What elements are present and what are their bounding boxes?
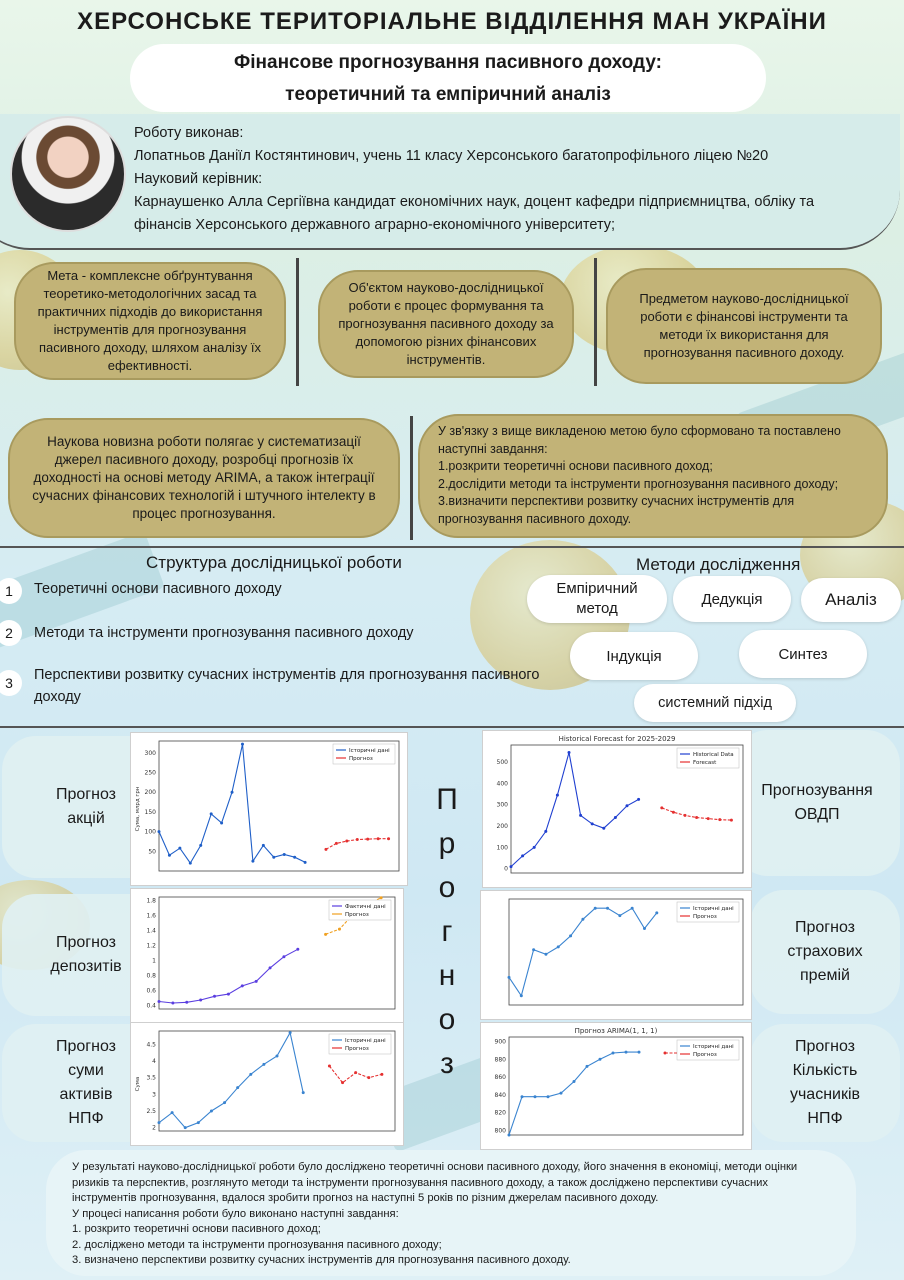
legend-label: Історичні дані [693,1044,734,1050]
data-point [672,811,675,814]
task-item: 1.розкрити теоретичні основи пасивного доход; [438,459,713,473]
aim-oval: Мета - комплексне обґрунтування теоретико-методологічних засад та практичних підходів до використання інструментів для прогнозування пасивного доходу, шляхом аналізу їх ефективності. [14,262,286,380]
author-name: Лопатньов Даніїл Костянтинович, учень 11 класу Херсонського багатопрофільного ліцею №20 [134,148,769,164]
data-point [637,798,640,801]
legend-label: Forecast [693,760,717,766]
data-point [380,896,383,899]
forecast-vertical-title [428,778,466,1086]
data-point [269,966,272,969]
tasks-intro: У зв'язку з вище викладеною метою було сформовано та поставлено наступні завдання: [438,424,841,456]
title-line-2: теоретичний та емпіричний аналіз [285,84,611,105]
data-point [199,999,202,1002]
title-pill [130,44,766,112]
structure-number: 3 [0,670,22,696]
label-text: Прогноз депозитів [50,934,122,975]
chart-insurance [480,890,752,1020]
legend-label: Фактичні дані [345,904,386,910]
data-point [655,911,658,914]
data-point [643,927,646,930]
title-letter: о [438,871,456,904]
data-point [185,1001,188,1004]
y-tick-label: 50 [148,848,156,856]
data-point [223,1101,226,1104]
data-point [532,948,535,951]
data-point [387,837,390,840]
y-tick-label: 0.4 [146,1002,156,1010]
y-axis-label: Сума, млрд грн [135,786,141,832]
author-info [134,122,894,237]
series-line [159,1033,303,1128]
data-point [560,1092,563,1095]
chart-deposits-svg [131,889,403,1023]
chart-npf-members-svg [481,1023,751,1149]
y-axis-label: Сума [135,1076,141,1092]
y-tick-label: 300 [144,749,156,757]
data-point [664,1052,667,1055]
data-point [626,804,629,807]
legend-label: Прогноз [345,912,369,918]
conclusion-panel [46,1150,856,1276]
divider [296,258,299,386]
y-tick-label: 100 [496,844,508,852]
y-tick-label: 900 [494,1038,506,1046]
y-tick-label: 300 [496,801,508,809]
y-tick-label: 860 [494,1074,506,1082]
y-tick-label: 200 [496,823,508,831]
data-point [213,995,216,998]
data-point [255,980,258,983]
y-tick-label: 1.8 [146,897,156,905]
series-line [511,753,639,867]
conclusion-line: У процесі написання роботи було виконано наступні завдання: [72,1207,399,1220]
data-point [324,848,327,851]
data-point [594,907,597,910]
y-tick-label: 880 [494,1056,506,1064]
data-point [521,854,524,857]
y-tick-label: 1.2 [146,942,156,950]
advisor-line-1: Карнаушенко Алла Сергіївна кандидат економічних наук, доцент кафедри підприємництва, обліку та [134,194,815,210]
y-tick-label: 250 [144,769,156,777]
data-point [199,844,202,847]
y-tick-label: 500 [496,759,508,767]
data-point [707,817,710,820]
method-deduction: Дедукція [673,576,791,622]
legend-label: Прогноз [349,756,373,762]
conclusion-line: інструментів прогнозування, вдалося зробити прогноз на наступні 5 років по різним джерелам пасивного доходу. [72,1192,659,1204]
data-point [614,816,617,819]
chart-ovdp-svg [483,731,751,887]
data-point [367,1076,370,1079]
section-divider [0,726,904,728]
label-text: Прогноз акцій [55,786,117,827]
title-line-1: Фінансове прогнозування пасивного доходу: [234,52,662,73]
label-ovdp [734,730,900,876]
y-tick-label: 3 [152,1091,156,1099]
novelty-oval: Наукова новизна роботи полягає у систематизації джерел пасивного доходу, розробці прогнозів їх доходності на основі методу ARIMA, а також інтеграції сучасних фінансових технологій і штучного інтелекту в процес прогнозування. [8,418,400,538]
data-point [556,794,559,797]
y-tick-label: 0 [504,865,508,873]
chart-title: Прогноз ARIMA(1, 1, 1) [574,1027,658,1035]
label-text: Прогноз страхових премій [787,919,863,984]
data-point [544,953,547,956]
tasks-oval [418,414,888,538]
divider [594,258,597,386]
data-point [241,743,244,746]
data-point [328,1065,331,1068]
data-point [262,844,265,847]
data-point [520,994,523,997]
data-point [573,1080,576,1083]
title-letter: р [438,827,456,860]
advisor-line-2: фінансів Херсонського державного аграрно-економічного університету; [134,217,616,233]
chart-insurance-svg [481,891,751,1019]
legend-label: Historical Data [693,752,734,758]
data-point [251,860,254,863]
y-tick-label: 100 [144,828,156,836]
data-point [272,856,275,859]
method-synthesis: Синтез [739,630,867,678]
data-point [171,1111,174,1114]
y-tick-label: 820 [494,1109,506,1117]
data-point [684,814,687,817]
y-tick-label: 4.5 [146,1041,156,1049]
data-point [354,1071,357,1074]
chart-npf-assets-svg [131,1023,403,1145]
data-point [534,1095,537,1098]
data-point [568,751,571,754]
series-line [329,1066,382,1083]
data-point [341,1081,344,1084]
title-letter: з [440,1047,454,1080]
data-point [521,1095,524,1098]
structure-item-2: Методи та інструменти прогнозування пасивного доходу [34,625,414,641]
data-point [579,814,582,817]
data-point [612,1052,615,1055]
y-tick-label: 840 [494,1091,506,1099]
chart-deposits [130,888,404,1024]
data-point [158,1000,161,1003]
y-tick-label: 1.4 [146,927,156,935]
data-point [345,840,348,843]
data-point [547,1095,550,1098]
y-tick-label: 800 [494,1127,506,1135]
conclusion-line: У результаті науково-дослідницької роботи було досліджено теоретичні основи пасивного доходу, його значення в економіці, методи оцінки [72,1161,798,1173]
method-system-approach: системний підхід [634,684,796,722]
data-point [599,1058,602,1061]
legend-label: Прогноз [693,1052,717,1058]
data-point [508,1134,511,1137]
data-point [236,1086,239,1089]
label-text: Прогноз Кількість учасників НПФ [789,1038,861,1127]
y-tick-label: 2 [152,1124,156,1132]
data-point [338,928,341,931]
chart-title: Historical Forecast for 2025-2029 [558,735,676,743]
structure-heading: Структура дослідницької роботи [146,553,402,572]
chart-stocks-svg [131,733,407,885]
data-point [718,818,721,821]
data-point [602,827,605,830]
conclusion-item: 3. визначено перспективи розвитку сучасних інструментів для прогнозування пасивного доходу. [72,1254,571,1266]
chart-stocks [130,732,408,886]
data-point [241,984,244,987]
data-point [508,976,511,979]
title-letter: о [438,1003,456,1036]
data-point [631,907,634,910]
data-point [184,1126,187,1129]
organization-title: ХЕРСОНСЬКЕ ТЕРИТОРІАЛЬНЕ ВІДДІЛЕННЯ МАН УКРАЇНИ [77,8,827,35]
data-point [289,1031,292,1034]
data-point [171,1002,174,1005]
data-point [324,933,327,936]
data-point [283,853,286,856]
method-empirical: Емпіричний метод [527,575,667,623]
title-letter: П [436,783,458,816]
data-point [178,847,181,850]
data-point [544,830,547,833]
subject-oval: Предметом науково-дослідницької роботи є фінансові інструменти та методи їх використання для прогнозування пасивного доходу. [606,268,882,384]
conclusion-item: 2. досліджено методи та інструменти прогнозування пасивного доходу; [72,1238,442,1251]
y-tick-label: 0.6 [146,987,156,995]
method-analysis: Аналіз [801,578,901,622]
data-point [231,791,234,794]
structure-number: 1 [0,578,22,604]
label-insurance [750,890,900,1014]
methods-heading: Методи дослідження [636,555,801,574]
data-point [276,1055,279,1058]
data-point [335,842,338,845]
object-oval: Об'єктом науково-дослідницької роботи є процес формування та прогнозування пасивного доходу за допомогою різних фінансових інструментів. [318,270,574,378]
advisor-label: Науковий керівник: [134,171,263,187]
data-point [304,861,307,864]
conclusion-item: 1. розкрито теоретичні основи пасивного доход; [72,1223,321,1235]
title-letter: г [441,915,453,948]
data-point [296,948,299,951]
y-tick-label: 0.8 [146,972,156,980]
legend-label: Прогноз [345,1046,369,1052]
data-point [606,907,609,910]
data-point [557,945,560,948]
y-tick-label: 150 [144,808,156,816]
data-point [638,1051,641,1054]
section-divider [0,546,904,548]
data-point [581,918,584,921]
author-label: Роботу виконав: [134,125,244,141]
structure-number: 2 [0,620,22,646]
series-line [509,1052,639,1135]
y-tick-label: 400 [496,780,508,788]
data-point [302,1091,305,1094]
series-line [159,744,305,863]
data-point [189,862,192,865]
y-tick-label: 3.5 [146,1074,156,1082]
y-tick-label: 200 [144,789,156,797]
data-point [262,1063,265,1066]
y-tick-label: 1.6 [146,912,156,920]
conclusion-line: ризиків та перспектив, розглянуто методи та інструменти прогнозування пасивного доходу, а також досліджено перспективи сучасних [72,1176,768,1189]
data-point [356,838,359,841]
legend-label: Історичні дані [693,906,734,912]
data-point [730,819,733,822]
divider [410,416,413,540]
data-point [377,837,380,840]
data-point [380,1073,383,1076]
data-point [510,865,513,868]
chart-ovdp [482,730,752,888]
data-point [586,1065,589,1068]
data-point [168,854,171,857]
y-tick-label: 2.5 [146,1108,156,1115]
data-point [227,993,230,996]
data-point [591,822,594,825]
method-induction: Індукція [570,632,698,680]
data-point [249,1073,252,1076]
label-npf-members [750,1024,900,1142]
legend-label: Прогноз [693,914,717,920]
data-point [220,821,223,824]
legend-label: Історичні дані [345,1038,386,1044]
title-letter: н [438,959,456,992]
data-point [569,934,572,937]
data-point [282,955,285,958]
task-item: 3.визначити перспективи розвитку сучасних інструментів для прогнозування пасивного доходу. [438,494,795,526]
data-point [695,816,698,819]
label-text: Прогнозування ОВДП [761,782,873,823]
chart-npf-assets [130,1022,404,1146]
y-tick-label: 4 [152,1058,156,1065]
structure-item-3: Перспективи розвитку сучасних інструментів для прогнозування пасивного доходу [34,667,540,705]
data-point [197,1121,200,1124]
legend-label: Історичні дані [349,748,390,754]
y-tick-label: 1 [152,957,156,965]
author-photo [10,116,126,232]
chart-npf-members [480,1022,752,1150]
data-point [625,1051,628,1054]
data-point [210,812,213,815]
data-point [158,830,161,833]
label-text: Прогноз суми активів НПФ [55,1038,117,1127]
series-line [509,908,657,996]
data-point [158,1121,161,1124]
task-item: 2.дослідити методи та інструменти прогнозування пасивного доходу; [438,476,839,491]
data-point [366,838,369,841]
data-point [660,806,663,809]
data-point [618,914,621,917]
data-point [293,856,296,859]
data-point [533,846,536,849]
data-point [210,1110,213,1113]
structure-item-1: Теоретичні основи пасивного доходу [34,581,282,597]
